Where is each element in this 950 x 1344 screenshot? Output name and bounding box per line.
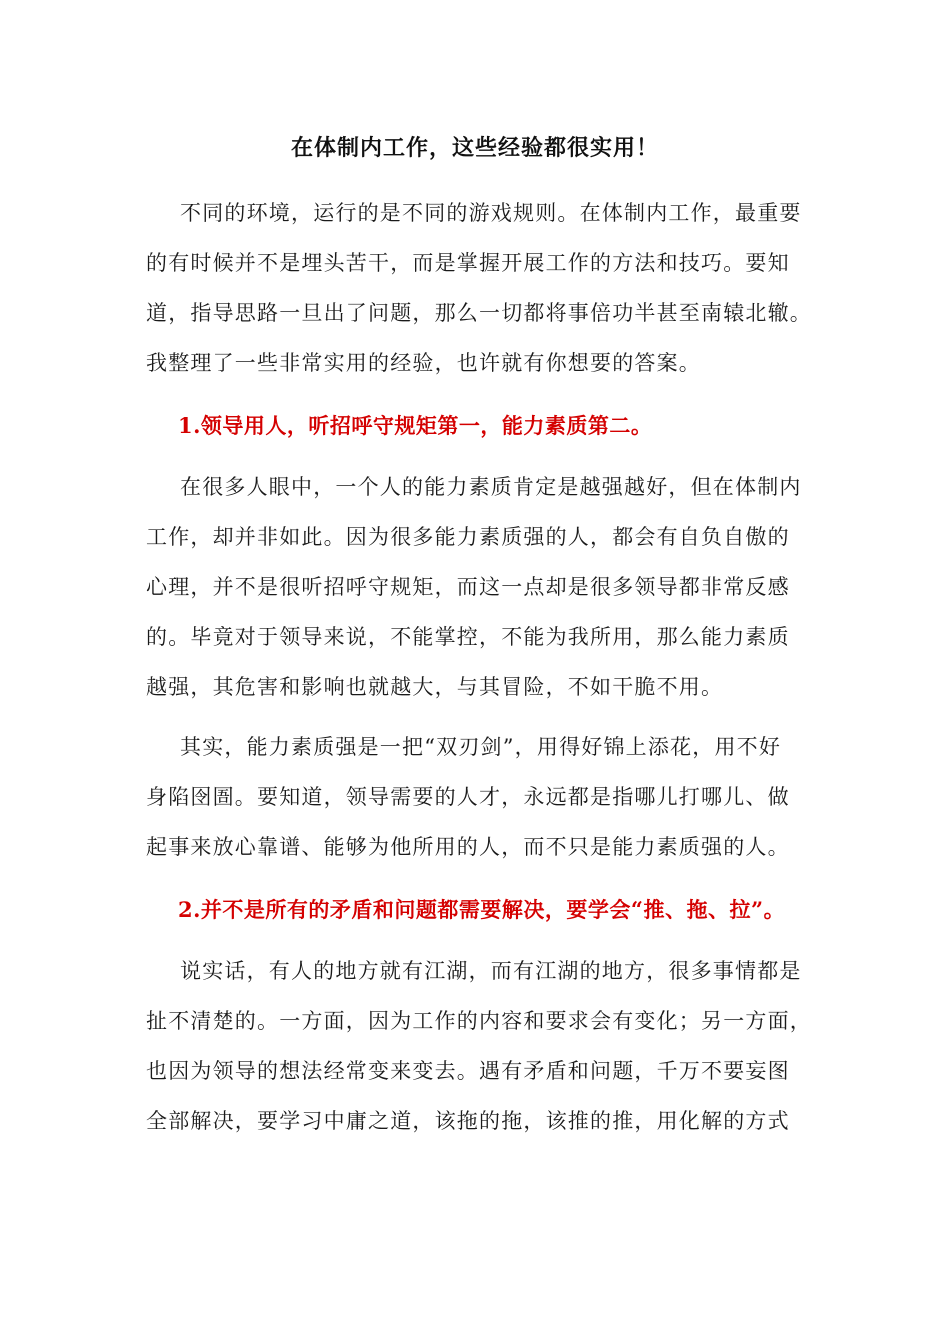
s1p2-line-1: 其实，能力素质强是一把“双刃剑”，用得好锦上添花，用不好 [180,735,782,759]
section-2-heading: 2.并不是所有的矛盾和问题都需要解决，要学会“推、拖、拉”。 [178,897,786,922]
intro-line-4: 我整理了一些非常实用的经验，也许就有你想要的答案。 [146,351,701,375]
s2p1-line-4: 全部解决，要学习中庸之道，该拖的拖，该推的推，用化解的方式 [146,1109,790,1133]
section-2-paragraph-1 [146,946,811,1146]
intro-line-1: 不同的环境，运行的是不同的游戏规则。在体制内工作，最重要 [180,201,802,225]
intro-paragraph [146,188,811,388]
s2p1-line-2: 扯不清楚的。一方面，因为工作的内容和要求会有变化；另一方面， [146,1009,812,1033]
document-title: 在体制内工作，这些经验都很实用！ [290,135,659,161]
s1p1-line-2: 工作，却并非如此。因为很多能力素质强的人，都会有自负自傲的 [146,525,790,549]
section-1-heading: 1.领导用人，听招呼守规矩第一，能力素质第二。 [178,413,653,438]
s2p1-line-1: 说实话，有人的地方就有江湖，而有江湖的地方，很多事情都是 [180,959,802,983]
section-1-paragraph-2 [146,722,811,872]
s1p1-line-5: 越强，其危害和影响也就越大，与其冒险，不如干脆不用。 [146,675,724,699]
s2p1-line-3: 也因为领导的想法经常变来变去。遇有矛盾和问题，千万不要妄图 [146,1059,790,1083]
s1p1-line-1: 在很多人眼中，一个人的能力素质肯定是越强越好，但在体制内 [180,475,802,499]
s1p2-line-3: 起事来放心靠谱、能够为他所用的人，而不只是能力素质强的人。 [146,835,790,859]
intro-line-3: 道，指导思路一旦出了问题，那么一切都将事倍功半甚至南辕北辙。 [146,301,812,325]
s1p1-line-4: 的。毕竟对于领导来说，不能掌控，不能为我所用，那么能力素质 [146,625,790,649]
s1p2-line-2: 身陷囹圄。要知道，领导需要的人才，永远都是指哪儿打哪儿、做 [146,785,790,809]
intro-line-2: 的有时候并不是埋头苦干，而是掌握开展工作的方法和技巧。要知 [146,251,790,275]
s1p1-line-3: 心理，并不是很听招呼守规矩，而这一点却是很多领导都非常反感 [146,575,790,599]
section-1-paragraph-1 [146,462,811,712]
